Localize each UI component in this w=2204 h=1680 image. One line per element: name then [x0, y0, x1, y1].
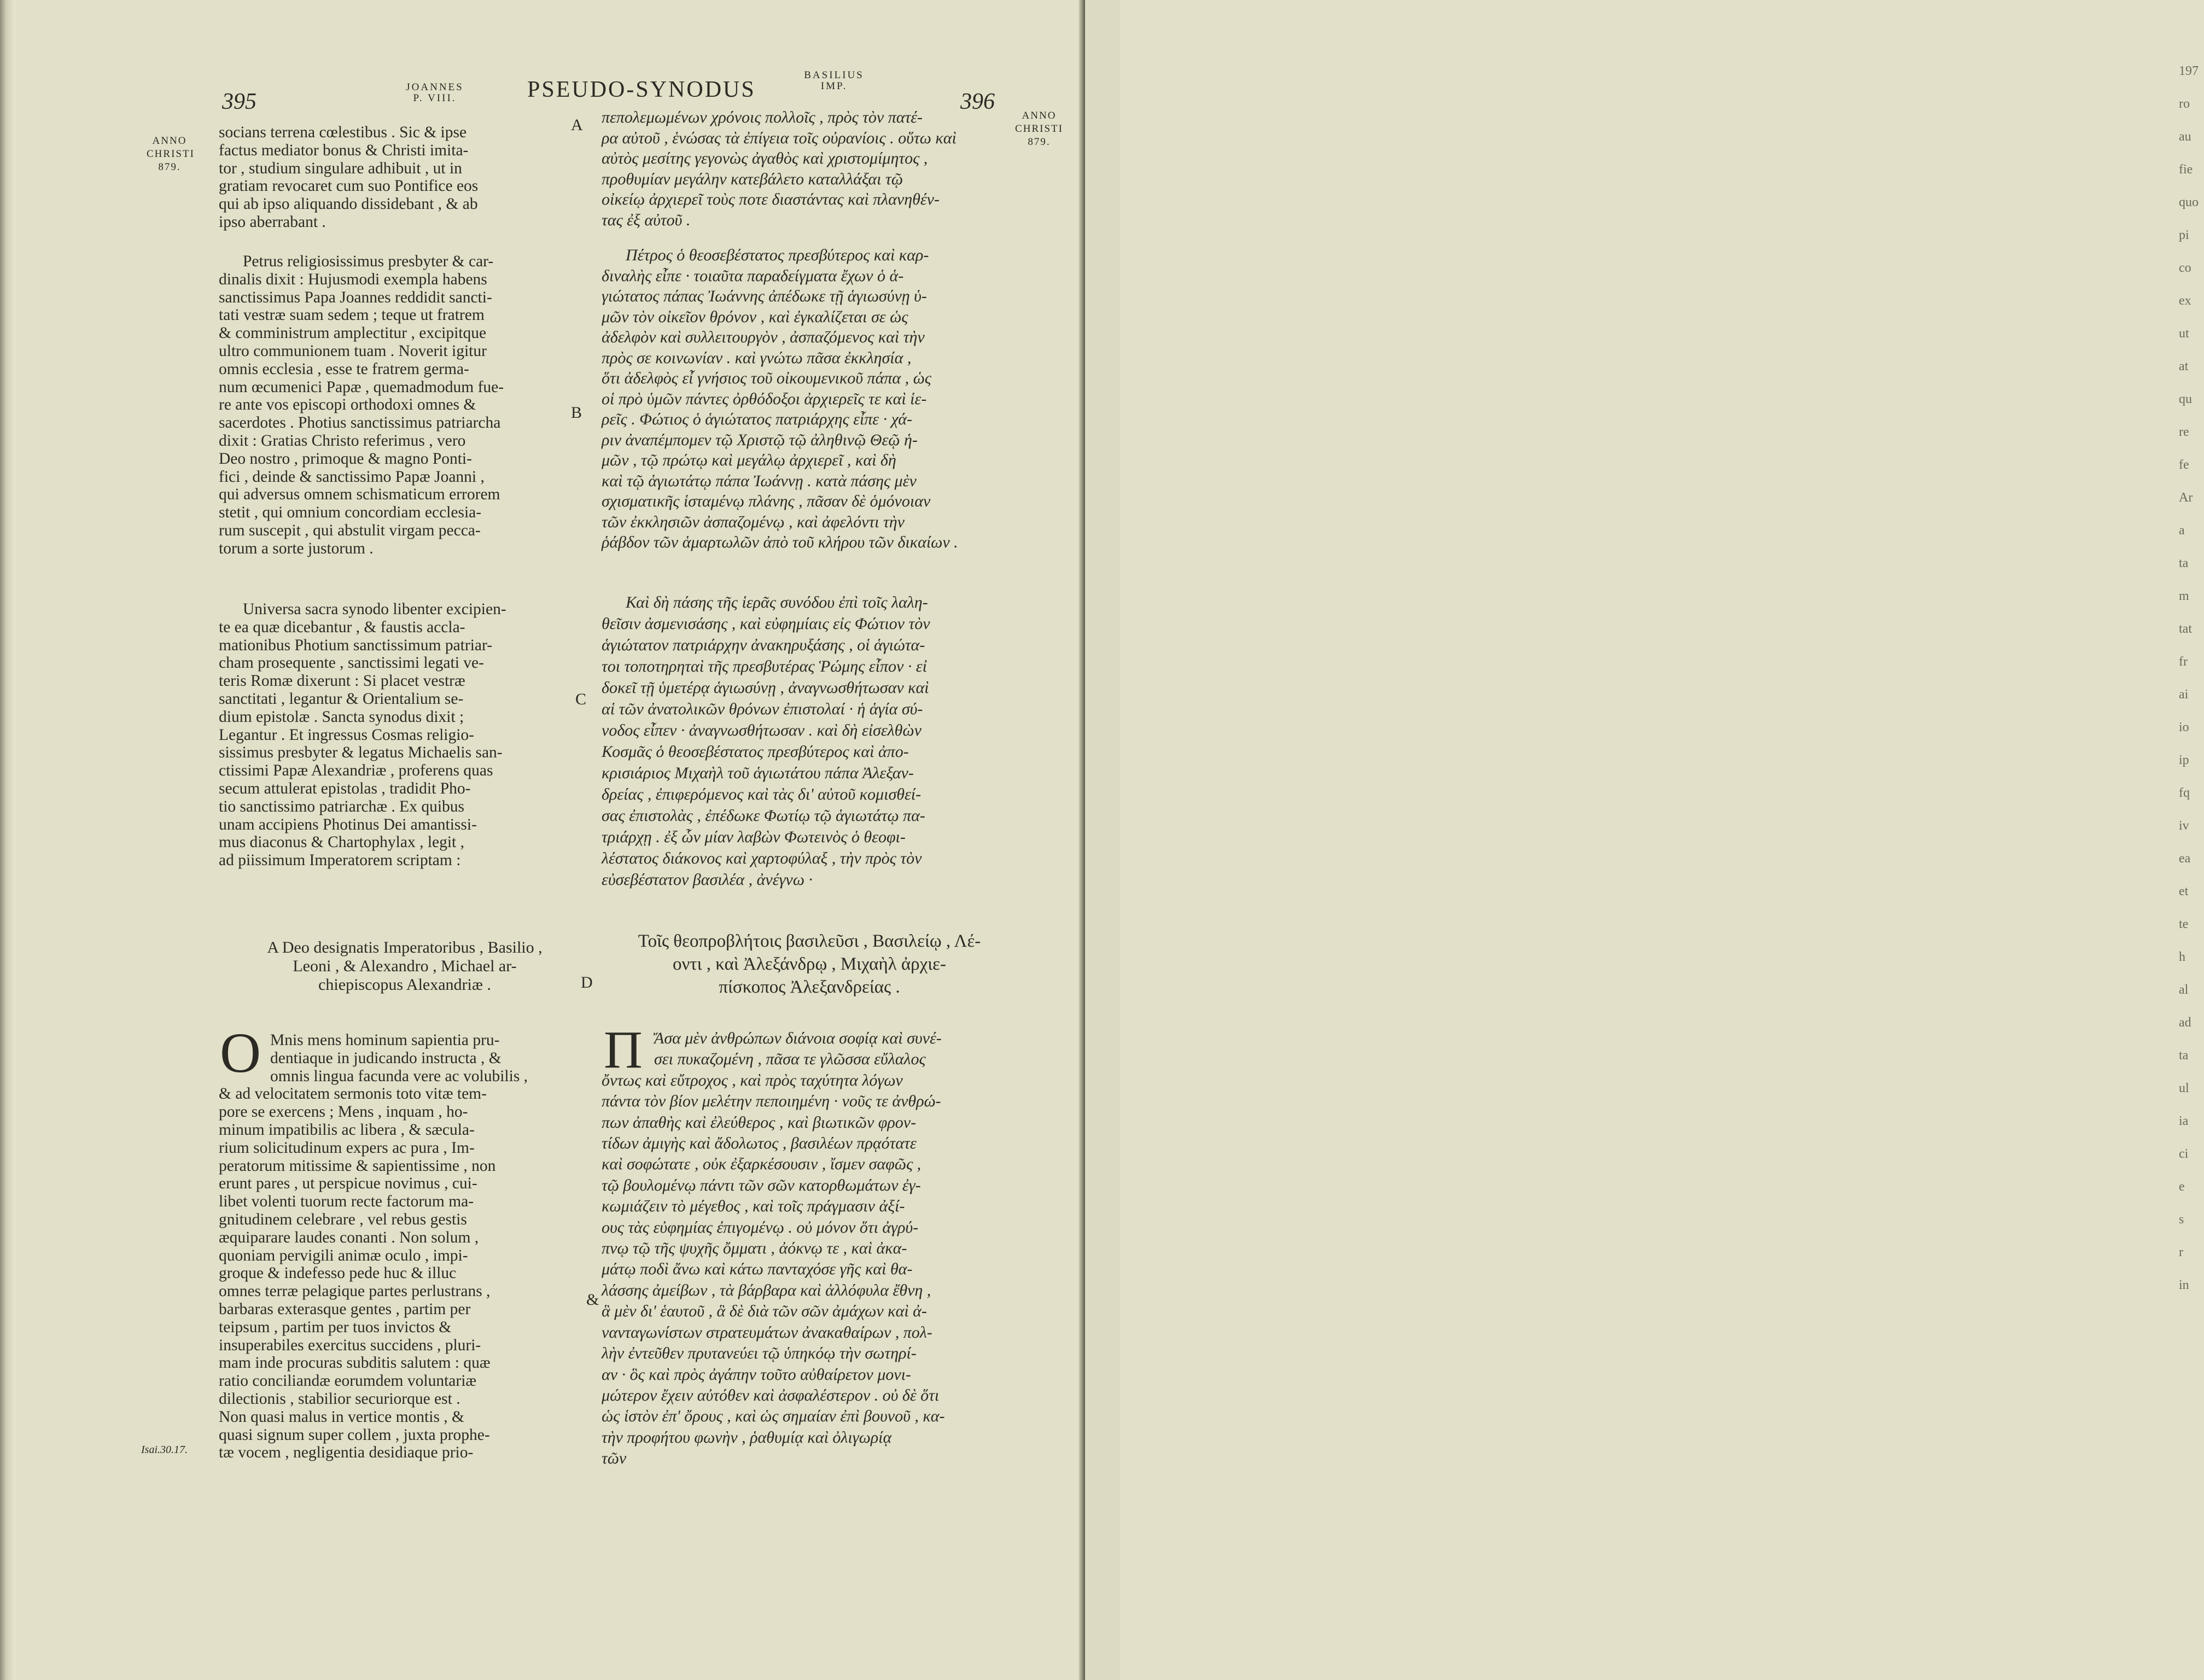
text-line: mationibus Photium sanctissimum patriar-: [219, 636, 493, 654]
adjacent-page-fragment: ta: [2179, 556, 2189, 570]
greek-letter-heading: [602, 930, 1017, 999]
text-line: Κοσμᾶς ὁ θεοσεβέστατος πρεσβύτερος καὶ ἀπο-: [602, 743, 909, 761]
adjacent-page: [1085, 0, 2199, 1680]
page-number-left: 395: [222, 89, 256, 114]
margin-year-line: 879.: [1028, 136, 1051, 148]
text-line: Πέτρος ὁ θεοσεβέστατος πρεσβύτερος καὶ καρ-: [626, 246, 929, 264]
text-line: Deo nostro , primoque & magno Ponti-: [219, 450, 472, 468]
adjacent-page-fragment: 197: [2179, 64, 2199, 78]
text-line: ρεῖς . Φώτιος ὁ ἁγιώτατος πατριάρχης εἶπε · χά-: [602, 410, 912, 428]
text-line: κωμιάζειν τὸ μέγεθος , καὶ τοῖς πράγμασιν ἀξί-: [602, 1197, 905, 1216]
text-line: μῶν τὸν οἰκεῖον θρόνον , καὶ ἐγκαλίζεται σε ὡς: [602, 307, 908, 326]
text-line: τας ἐξ αὐτοῦ .: [602, 211, 691, 229]
text-line: Ἄσα μὲν ἀνθρώπων διάνοια σοφίᾳ καὶ συνέ-: [654, 1029, 942, 1047]
text-line: Καὶ δὴ πάσης τῆς ἱερᾶς συνόδου ἐπὶ τοῖς λαλη-: [626, 593, 928, 611]
text-line: omnis ecclesia , esse te fratrem germa-: [219, 360, 469, 378]
text-line: insuperabiles exercitus succidens , pluri-: [219, 1336, 481, 1354]
text-line: & comministrum amplectitur , excipitque: [219, 324, 487, 342]
text-line: & ad velocitatem sermonis toto vitæ tem-: [219, 1085, 487, 1103]
adjacent-page-fragment: qu: [2179, 392, 2192, 406]
text-line: torum a sorte justorum .: [219, 539, 374, 557]
text-line: erunt pares , ut perspicue novimus , cui-: [219, 1175, 477, 1193]
adjacent-page-fragment: re: [2179, 425, 2189, 439]
text-line: omnes terræ pelagique partes perlustrans ,: [219, 1282, 491, 1300]
greek-letter-body: [602, 1028, 1017, 1469]
adjacent-page-fragment: h: [2179, 950, 2185, 964]
text-line: secum attulerat epistolas , tradidit Pho-: [219, 779, 471, 797]
adjacent-page-fragment: au: [2179, 130, 2191, 144]
text-line: sacerdotes . Photius sanctissimus patriarcha: [219, 414, 501, 432]
margin-year-right: [1011, 109, 1068, 149]
text-line: ultro communionem tuam . Noverit igitur: [219, 342, 487, 360]
text-line: μώτερον ἔχειν αὐτόθεν καὶ ἀσφαλέστερον . οὐ δὲ ὅτι: [602, 1386, 940, 1404]
adjacent-page-fragment: s: [2179, 1212, 2184, 1227]
text-line: δρείας , ἐπιφερόμενος καὶ τὰς δι' αὐτοῦ κομισθεί-: [602, 785, 922, 803]
text-line: dilectionis , stabilior securiorque est .: [219, 1390, 460, 1408]
text-line: ratio conciliandæ eorumdem voluntariæ: [219, 1372, 477, 1390]
text-line: dentiaque in judicando instructa , &: [270, 1049, 502, 1067]
section-ampersand: &: [586, 1291, 599, 1309]
page-number-right: 396: [960, 89, 995, 114]
adjacent-page-fragment: ai: [2179, 687, 2189, 702]
adjacent-page-fragment: ea: [2179, 851, 2191, 866]
text-line: νοδος εἶπεν · ἀναγνωσθήτωσαν . καὶ δὴ εἰσελθὼν: [602, 721, 922, 739]
text-line: groque & indefesso pede huc & illuc: [219, 1264, 457, 1282]
adjacent-page-fragment: tat: [2179, 622, 2192, 636]
running-head-right-line: IMP.: [820, 80, 848, 92]
text-line: μῶν , τῷ πρώτῳ καὶ μεγάλῳ ἀρχιερεῖ , καὶ δὴ: [602, 451, 896, 469]
text-line: τὴν προφήτου φωνὴν , ῥαθυμίᾳ καὶ ὀλιγωρίᾳ: [602, 1428, 892, 1446]
greek-paragraph-3: [602, 592, 1017, 890]
adjacent-page-fragment: r: [2179, 1245, 2183, 1259]
text-line: peratorum mitissime & sapientissime , non: [219, 1157, 496, 1175]
text-line: αν · ὃς καὶ πρὸς ἀγάπην τοῦτο αὐθαίρετον μονι-: [602, 1365, 911, 1384]
text-line: κρισιάριος Μιχαὴλ τοῦ ἁγιωτάτου πάπα Ἀλεξαν-: [602, 764, 914, 782]
text-line: ὡς ἱστὸν ἐπ' ὄρους , καὶ ὡς σημαίαν ἐπὶ βουνοῦ , κα-: [602, 1407, 945, 1426]
adjacent-page-fragment: at: [2179, 359, 2189, 374]
margin-year-line: 879.: [158, 161, 181, 173]
adjacent-page-fragment: ta: [2179, 1048, 2189, 1063]
latin-letter-body: [219, 1031, 577, 1462]
greek-paragraph-2: [602, 245, 1017, 553]
text-line: σχισματικῆς ἱσταμένῳ πλάνης , πᾶσαν δὲ ὁμόνοιαν: [602, 492, 931, 510]
text-line: rium solicitudinum expers ac pura , Im-: [219, 1139, 475, 1157]
margin-year-left: [147, 135, 193, 174]
text-line: τίδων ἀμιγὴς καὶ ἄδολωτος , βασιλέων πρᾳότατε: [602, 1134, 917, 1153]
text-line: pore se exercens ; Mens , inquam , ho-: [219, 1103, 468, 1121]
text-line: αὐτὸς μεσίτης γεγονὼς ἀγαθὸς καὶ χριστομίμητος ,: [602, 149, 928, 167]
text-line: τῶν: [602, 1449, 627, 1468]
text-line: fici , deinde & sanctissimo Papæ Joanni ,: [219, 468, 485, 486]
running-head-left-line: P. VIII.: [413, 92, 457, 104]
adjacent-page-fragment: ad: [2179, 1016, 2191, 1030]
greek-paragraph-1: [602, 107, 1017, 230]
text-line: σας ἐπιστολὰς , ἐπέδωκε Φωτίῳ τῷ ἁγιωτάτῳ πα-: [602, 807, 925, 825]
text-line: οἱ πρὸ ὑμῶν πάντες ὀρθόδοξοι ἀρχιερεῖς τε καὶ ἱε-: [602, 389, 927, 408]
text-line: gnitudinem celebrare , vel rebus gestis: [219, 1210, 467, 1228]
adjacent-page-fragment: fr: [2179, 655, 2188, 669]
adjacent-page-fragment: ia: [2179, 1114, 2189, 1128]
text-line: Mnis mens hominum sapientia pru-: [270, 1031, 500, 1049]
text-line: quasi signum super collem , juxta prophe-: [219, 1426, 490, 1444]
text-line: omnis lingua facunda vere ac volubilis ,: [270, 1067, 528, 1085]
text-line: unam accipiens Photinus Dei amantissi-: [219, 815, 477, 833]
text-line: dixit : Gratias Christo referimus , vero: [219, 431, 466, 450]
text-line: rum suscepit , qui abstulit virgam pecca-: [219, 521, 481, 539]
text-line: sanctissimus Papa Joannes reddidit sancti-: [219, 288, 492, 306]
text-line: πάντα τὸν βίον μελέτην πεποιημένη · νοῦς τε ἀνθρώ-: [602, 1092, 941, 1111]
text-line: ους τὰς εὐφημίας ἐπιγομένῳ . οὐ μόνον ὅτι ἀγρύ-: [602, 1218, 919, 1236]
adjacent-page-fragment: pi: [2179, 228, 2189, 242]
text-line: A Deo designatis Imperatoribus , Basilio ,: [267, 938, 543, 956]
text-line: Non quasi malus in vertice montis , &: [219, 1408, 464, 1426]
text-line: tati vestræ suam sedem ; teque ut fratrem: [219, 306, 485, 324]
adjacent-page-text: [2179, 55, 2204, 1586]
text-line: te ea quæ dicebantur , & faustis accla-: [219, 618, 465, 636]
text-line: λέστατος διάκονος καὶ χαρτοφύλαξ , τὴν πρὸς τὸν: [602, 849, 922, 867]
adjacent-page-fragment: co: [2179, 261, 2191, 275]
text-line: ἁγιώτατον πατριάρχην ἀνακηρυξάσης , οἱ ἁγιώτα-: [602, 636, 925, 654]
text-line: τριάρχῃ . ἐξ ὧν μίαν λαβὼν Φωτεινὸς ὁ θεοφι-: [602, 828, 906, 846]
text-line: διναλὴς εἶπε · τοιαῦτα παραδείγματα ἔχων ὁ ἁ-: [602, 266, 904, 285]
text-line: quoniam pervigili animæ oculo , impi-: [219, 1246, 468, 1264]
margin-year-line: CHRISTI: [1015, 123, 1063, 135]
text-line: τῶν ἐκκλησιῶν ἀσπαζομένῳ , καὶ ἀφελόντι τὴν: [602, 512, 905, 531]
text-line: tio sanctissimo patriarchæ . Ex quibus: [219, 797, 464, 815]
text-line: dium epistolæ . Sancta synodus dixit ;: [219, 708, 464, 726]
text-line: αἱ τῶν ἀνατολικῶν θρόνων ἐπιστολαί · ἡ ἁγία σύ-: [602, 700, 923, 718]
text-line: tæ vocem , negligentia desidiaque prio-: [219, 1444, 474, 1462]
text-line: re ante vos episcopi orthodoxi omnes &: [219, 396, 476, 414]
text-line: libet volenti tuorum recte factorum ma-: [219, 1193, 474, 1211]
latin-paragraph-1: [219, 124, 577, 231]
adjacent-page-fragment: ci: [2179, 1147, 2189, 1161]
text-line: teipsum , partim per tuos invictos &: [219, 1318, 452, 1336]
greek-drop-cap: Π: [604, 1020, 643, 1080]
text-line: factus mediator bonus & Christi imita-: [219, 141, 469, 159]
text-line: δοκεῖ τῇ ὑμετέρᾳ ἁγιωσύνῃ , ἀναγνωσθήτωσαν καὶ: [602, 679, 929, 697]
adjacent-page-fragment: te: [2179, 917, 2189, 931]
running-head-left: [372, 82, 498, 104]
adjacent-page-fragment: fq: [2179, 786, 2190, 800]
text-line: καὶ σοφώτατε , οὐκ ἐξαρκέσουσιν , ἴσμεν σαφῶς ,: [602, 1155, 922, 1174]
text-line: minum impatibilis ac libera , & sæcula-: [219, 1121, 475, 1139]
adjacent-page-fragment: fie: [2179, 162, 2193, 177]
text-line: οἰκείῳ ἀρχιερεῖ τοὺς ποτε διαστάντας καὶ πλανηθέν-: [602, 190, 940, 208]
adjacent-page-fragment: iv: [2179, 819, 2189, 833]
adjacent-page-fragment: ex: [2179, 294, 2191, 308]
adjacent-page-fragment: ro: [2179, 97, 2190, 111]
adjacent-page-fragment: ip: [2179, 753, 2189, 767]
text-line: num œcumenici Papæ , quemadmodum fue-: [219, 378, 504, 396]
text-line: πων ἀπαθὴς καὶ ἐλεύθερος , καὶ βιωτικῶν φρον-: [602, 1113, 917, 1131]
adjacent-page-fragment: io: [2179, 720, 2189, 734]
text-line: gratiam revocaret cum suo Pontifice eos: [219, 177, 479, 195]
text-line: πνῳ τῷ τῆς ψυχῆς ὄμματι , ἀόκνῳ τε , καὶ ἀκα-: [602, 1239, 907, 1258]
adjacent-page-fragment: e: [2179, 1180, 2185, 1194]
running-head-right: [771, 70, 897, 92]
section-letter-c: C: [575, 690, 587, 708]
section-letter-a: A: [571, 116, 583, 134]
text-line: ὅτι ἀδελφὸς εἶ γνήσιος τοῦ οἰκουμενικοῦ πάπα , ὡς: [602, 369, 931, 387]
text-line: λάσσης ἀμείβων , τὰ βάρβαρα καὶ ἀλλόφυλα ἔθνη ,: [602, 1281, 931, 1299]
latin-letter-heading: [230, 938, 580, 994]
text-line: σει πυκαζομένη , πᾶσα τε γλῶσσα εὔλαλος: [654, 1050, 926, 1069]
text-line: chiepiscopus Alexandriæ .: [318, 976, 491, 994]
text-line: μάτῳ ποδὶ ἄνω καὶ κάτω πανταχόσε γῆς καὶ θα-: [602, 1260, 913, 1279]
text-line: γιώτατος πάπας Ἰωάννης ἀπέδωκε τῇ ἁγιωσύνῃ ὑ-: [602, 287, 927, 305]
text-line: ῥάβδον τῶν ἁμαρτωλῶν ἀπὸ τοῦ κλήρου τῶν δικαίων .: [602, 533, 958, 551]
section-letter-d: D: [581, 973, 593, 991]
latin-paragraph-3: [219, 600, 577, 870]
running-head-right-line: BASILIUS: [804, 69, 864, 81]
margin-year-line: CHRISTI: [147, 148, 195, 160]
adjacent-page-fragment: in: [2179, 1278, 2189, 1292]
text-line: Leoni , & Alexandro , Michael ar-: [293, 957, 517, 975]
text-line: ριν ἀναπέμπομεν τῷ Χριστῷ τῷ ἀληθινῷ Θεῷ ἡ-: [602, 430, 918, 449]
text-line: λὴν ἐντεῦθεν πρυτανεύει τῷ ὑπηκόῳ τὴν σωτηρί-: [602, 1344, 917, 1363]
text-line: ρα αὐτοῦ , ἑνώσας τὰ ἐπίγεια τοῖς οὐρανίοις . οὕτω καὶ: [602, 129, 957, 147]
text-line: ὄντως καὶ εὔτροχος , καὶ πρὸς ταχύτητα λόγων: [602, 1071, 903, 1089]
adjacent-page-fragment: et: [2179, 884, 2189, 899]
text-line: οντι , καὶ Ἀλεξάνδρῳ , Μιχαὴλ ἀρχιε-: [672, 954, 946, 974]
text-line: ἀδελφὸν καὶ συλλειτουργὸν , ἀσπαζόμενος καὶ τὴν: [602, 328, 925, 346]
text-line: tor , studium singulare adhibuit , ut in: [219, 159, 462, 177]
text-line: sissimus presbyter & legatus Michaelis san-: [219, 744, 503, 762]
text-line: Petrus religiosissimus presbyter & car-: [243, 253, 494, 270]
text-line: θεῖσιν ἀσμενισάσης , καὶ εὐφημίαις εἰς Φώτιον τὸν: [602, 615, 930, 633]
text-line: barbaras exterasque gentes , partim per: [219, 1300, 471, 1318]
text-line: cham prosequente , sanctissimi legati ve-: [219, 654, 484, 672]
text-line: πίσκοπος Ἀλεξανδρείας .: [719, 977, 900, 997]
adjacent-page-fragment: ut: [2179, 326, 2189, 341]
text-line: qui adversus omnem schismaticum errorem: [219, 486, 500, 504]
adjacent-page-fragment: ul: [2179, 1081, 2189, 1095]
margin-year-line: ANNO: [152, 135, 187, 147]
adjacent-page-fragment: al: [2179, 983, 2189, 997]
page-edge-left: [0, 0, 15, 1680]
text-line: νανταγωνίστων στρατευμάτων ἀνακαθαίρων , πολ-: [602, 1323, 932, 1341]
text-line: socians terrena cœlestibus . Sic & ipse: [219, 124, 467, 141]
book-gutter: [1078, 0, 1085, 1680]
text-line: stetit , qui omnium concordiam ecclesia-: [219, 504, 482, 522]
text-line: Universa sacra synodo libenter excipien-: [243, 600, 506, 618]
text-line: æquiparare laudes conanti . Non solum ,: [219, 1228, 479, 1246]
text-line: Τοῖς θεοπροβλήτοις βασιλεῦσι , Βασιλείῳ , Λέ-: [638, 931, 981, 951]
text-line: Legantur . Et ingressus Cosmas religio-: [219, 726, 475, 744]
text-line: ἃ μὲν δι' ἑαυτοῦ , ἃ δὲ διὰ τῶν σῶν ἀμάχων καὶ ἀ-: [602, 1302, 927, 1321]
text-line: καὶ τῷ ἁγιωτάτῳ πάπα Ἰωάννῃ . κατὰ πάσης μὲν: [602, 471, 917, 490]
adjacent-page-fragment: fe: [2179, 458, 2189, 472]
scripture-reference: Isai.30.17.: [141, 1444, 188, 1456]
text-line: mus diaconus & Chartophylax , legit ,: [219, 833, 464, 851]
text-line: dinalis dixit : Hujusmodi exempla habens: [219, 270, 487, 288]
text-line: τοι τοποτηρηταὶ τῆς πρεσβυτέρας Ῥώμης εἶπον · εἰ: [602, 657, 927, 675]
adjacent-page-fragment: quo: [2179, 195, 2199, 209]
text-line: mam inde procuras subditis salutem : quæ: [219, 1354, 491, 1372]
text-line: ipso aberrabant .: [219, 213, 326, 231]
text-line: ad piissimum Imperatorem scriptam :: [219, 851, 461, 870]
text-line: προθυμίαν μεγάλην κατεβάλετο καταλλάξαι τῷ: [602, 170, 903, 188]
running-head-left-line: JOANNES: [406, 81, 464, 93]
section-letter-b: B: [571, 404, 582, 422]
text-line: εὐσεβέστατον βασιλέα , ἀνέγνω ·: [602, 871, 813, 889]
text-line: sanctitati , legantur & Orientalium se-: [219, 690, 464, 708]
text-line: qui ab ipso aliquando dissidebant , & ab: [219, 195, 478, 213]
adjacent-page-fragment: m: [2179, 589, 2189, 603]
text-line: τῷ βουλομένῳ πάντι τῶν σῶν κατορθωμάτων ἐγ-: [602, 1176, 921, 1194]
text-line: ctissimi Papæ Alexandriæ , proferens quas: [219, 762, 493, 780]
adjacent-page-fragment: Ar: [2179, 491, 2193, 505]
text-line: teris Romæ dixerunt : Si placet vestræ: [219, 672, 465, 690]
latin-drop-cap: O: [220, 1022, 261, 1084]
margin-year-line: ANNO: [1022, 110, 1057, 121]
adjacent-page-fragment: a: [2179, 523, 2185, 538]
text-line: πεπολεμωμένων χρόνοις πολλοῖς , πρὸς τὸν πατέ-: [602, 108, 923, 126]
text-line: πρὸς σε κοινωνίαν . καὶ γνώτω πᾶσα ἐκκλησία ,: [602, 348, 912, 367]
latin-paragraph-2: [219, 253, 577, 558]
page-title: PSEUDO-SYNODUS: [527, 77, 756, 102]
